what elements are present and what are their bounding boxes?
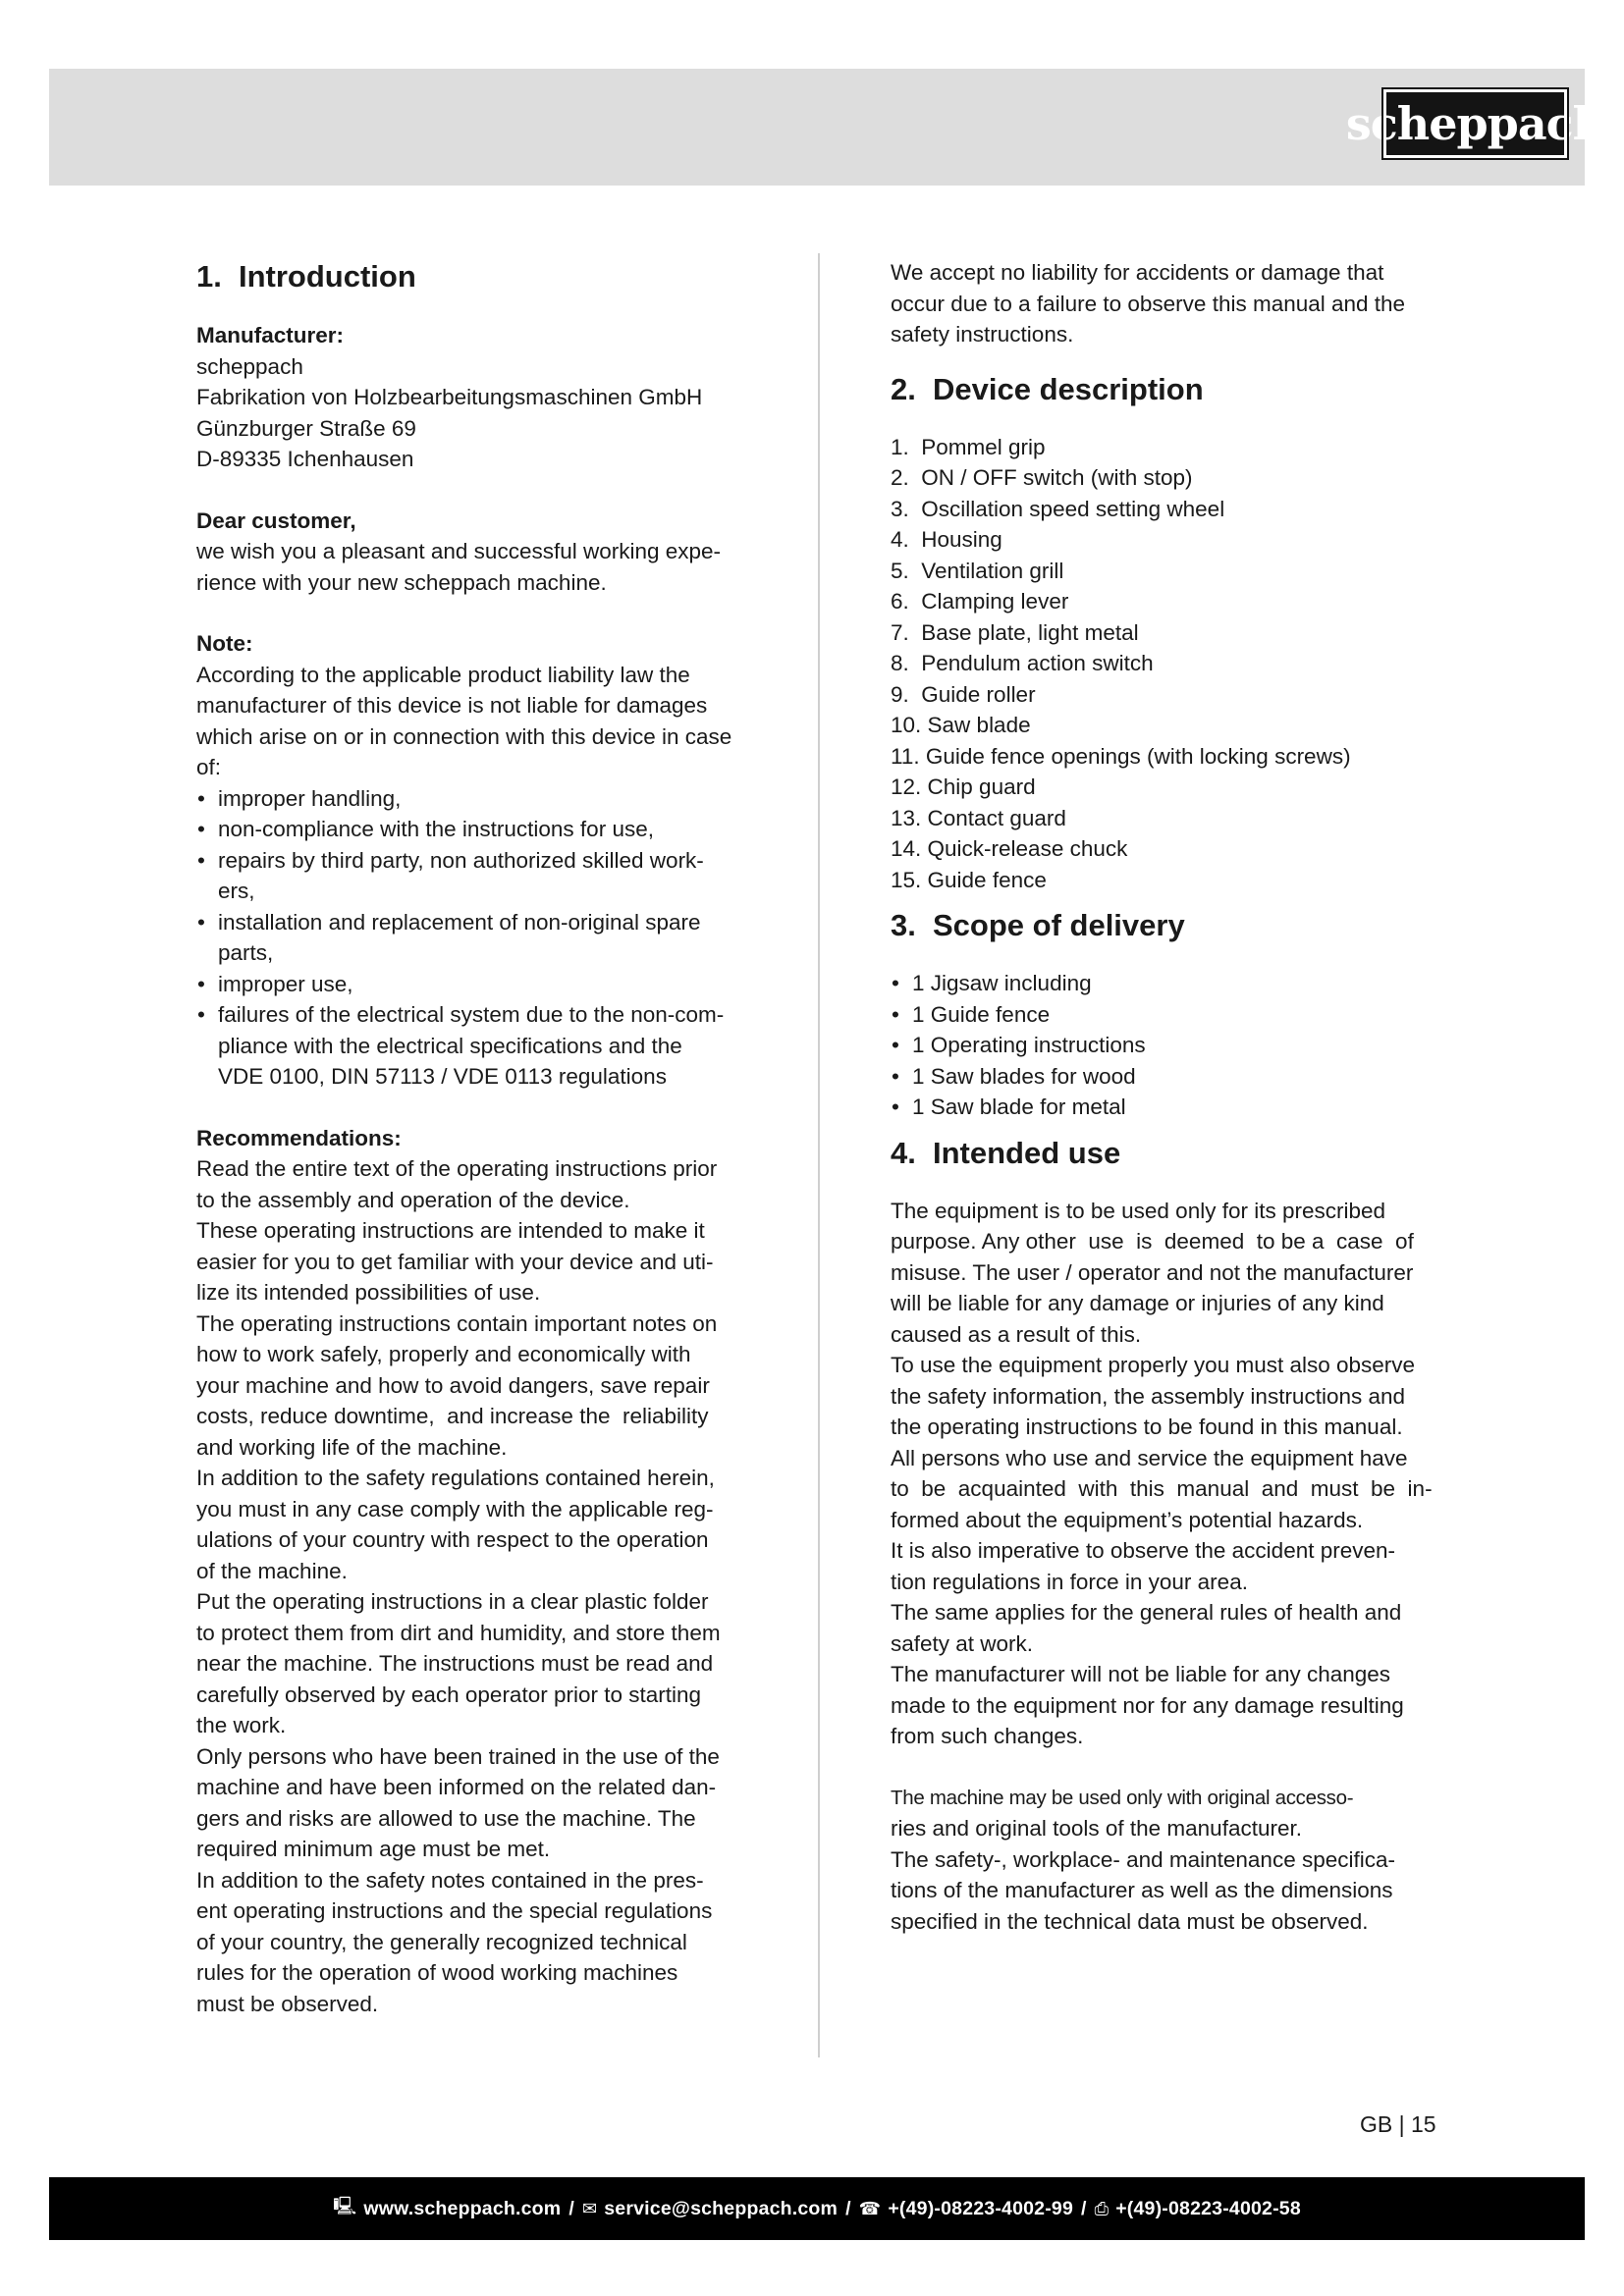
list-item: • 1 Guide fence — [891, 999, 1480, 1031]
text-line: must be observed. — [196, 1991, 379, 2016]
text-line: Günzburger Straße 69 — [196, 415, 416, 441]
text-line: from such changes. — [891, 1724, 1084, 1748]
text-line: misuse. The user / operator and not the manufacturer — [891, 1259, 1414, 1285]
list-item: 2. ON / OFF switch (with stop) — [891, 465, 1193, 490]
website-link[interactable]: www.scheppach.com — [363, 2197, 562, 2219]
text-line: ries and original tools of the manufacturer. — [891, 1816, 1302, 1841]
list-item: 10. Saw blade — [891, 713, 1031, 737]
list-item: 6. Clamping lever — [891, 589, 1069, 614]
text-line: specified in the technical data must be observed. — [891, 1908, 1369, 1934]
intended-use-text — [891, 1196, 1480, 1752]
text-line: According to the applicable product liability law the — [196, 662, 690, 687]
text-line: rience with your new scheppach machine. — [196, 569, 607, 595]
list-item: 3. Oscillation speed setting wheel — [891, 496, 1225, 521]
text-line: carefully observed by each operator prior to starting — [196, 1682, 702, 1707]
list-item: • 1 Operating instructions — [891, 1030, 1480, 1061]
device-description-heading — [891, 370, 1480, 409]
text-line: Read the entire text of the operating instructions prior — [196, 1156, 718, 1181]
list-item: 8. Pendulum action switch — [891, 651, 1154, 675]
section-number: 1. — [196, 259, 222, 294]
text-line: we wish you a pleasant and successful working expe- — [196, 539, 722, 563]
text-line: the operating instructions to be found in this manual. — [891, 1415, 1403, 1439]
text-line: to be acquainted with this manual and must be in- — [891, 1476, 1433, 1501]
page-number: GB | 15 — [1360, 2111, 1436, 2137]
computer-icon: 🖳 — [333, 2196, 357, 2216]
text-line: lize its intended possibilities of use. — [196, 1280, 541, 1305]
text-line: The same applies for the general rules of health and — [891, 1600, 1402, 1625]
text-line: to protect them from dirt and humidity, and store them — [196, 1620, 721, 1645]
text-line: safety at work. — [891, 1630, 1034, 1656]
text-line: scheppach — [196, 353, 303, 379]
text-line: easier for you to get familiar with your device and uti- — [196, 1249, 714, 1274]
text-line: made to the equipment nor for any damage resulting — [891, 1692, 1404, 1718]
text-line: tion regulations in force in your area. — [891, 1569, 1248, 1594]
left-column — [196, 257, 766, 2019]
text-line: The machine may be used only with original accesso- — [891, 1786, 1354, 1809]
section-title: Device description — [933, 371, 1204, 406]
separator: / — [568, 2197, 574, 2219]
scope-list — [891, 968, 1480, 1123]
device-parts-list — [891, 432, 1480, 896]
list-item: • failures of the electrical system due to the non-com- pliance with the electrical specifications and the VDE 0100, DIN 57113 / VDE 0113 regulations — [196, 999, 766, 1093]
text-line: D-89335 Ichenhausen — [196, 447, 414, 471]
intro-heading — [196, 257, 766, 296]
email-link[interactable]: service@scheppach.com — [604, 2197, 839, 2219]
list-item: 4. Housing — [891, 527, 1002, 552]
list-item: 1. Pommel grip — [891, 434, 1046, 459]
text-line: occur due to a failure to observe this manual and the — [891, 291, 1406, 316]
list-item: 5. Ventilation grill — [891, 558, 1064, 583]
text-line: will be liable for any damage or injuries of any kind — [891, 1291, 1384, 1315]
text-line: Only persons who have been trained in the use of the — [196, 1743, 720, 1769]
text-line: gers and risks are allowed to use the machine. The — [196, 1805, 696, 1831]
list-item: • installation and replacement of non-original spare parts, — [196, 907, 766, 969]
text-line: In addition to the safety notes contained in the pres- — [196, 1867, 704, 1893]
text-line: you must in any case comply with the applicable reg- — [196, 1496, 714, 1522]
right-column — [891, 257, 1480, 1937]
text-line: caused as a result of this. — [891, 1321, 1142, 1347]
text-line: The manufacturer will not be liable for any changes — [891, 1662, 1391, 1686]
text-line: tions of the manufacturer as well as the dimensions — [891, 1878, 1393, 1902]
text-line: Put the operating instructions in a clear plastic folder — [196, 1589, 709, 1614]
text-line: The operating instructions contain important notes on — [196, 1310, 718, 1336]
list-item: 9. Guide roller — [891, 681, 1036, 707]
text-line: safety instructions. — [891, 322, 1074, 347]
list-item: 12. Chip guard — [891, 774, 1036, 799]
fax-number: +(49)-08223-4002-58 — [1115, 2197, 1301, 2219]
text-line: Fabrikation von Holzbearbeitungsmaschinen GmbH — [196, 385, 703, 409]
text-line: formed about the equipment’s potential hazards. — [891, 1507, 1364, 1532]
text-line: The equipment is to be used only for its prescribed — [891, 1198, 1386, 1223]
recommendations-label: Recommendations: — [196, 1125, 402, 1150]
text-line: To use the equipment properly you must also observe — [891, 1353, 1416, 1377]
section-title: Scope of delivery — [933, 908, 1185, 942]
list-item: • 1 Saw blades for wood — [891, 1061, 1480, 1093]
section-title: Introduction — [239, 259, 416, 294]
phone-number: +(49)-08223-4002-99 — [888, 2197, 1073, 2219]
text-line: the work. — [196, 1713, 287, 1737]
section-title: Intended use — [933, 1135, 1121, 1170]
list-item: 15. Guide fence — [891, 867, 1047, 892]
footer-bar — [49, 2177, 1585, 2240]
list-item: 14. Quick-release chuck — [891, 836, 1128, 861]
section-number: 4. — [891, 1135, 916, 1170]
text-line: The safety-, workplace- and maintenance specifica- — [891, 1846, 1395, 1872]
list-item: • improper handling, — [196, 783, 766, 815]
list-item: • improper use, — [196, 969, 766, 1000]
note-bullet-list — [196, 783, 766, 1093]
text-line: machine and have been informed on the related dan- — [196, 1775, 717, 1799]
separator: / — [845, 2197, 851, 2219]
text-line: In addition to the safety regulations contained herein, — [196, 1466, 715, 1490]
text-line: It is also imperative to observe the accident preven- — [891, 1538, 1396, 1563]
text-line: rules for the operation of wood working machines — [196, 1960, 678, 1985]
text-line: ulations of your country with respect to the operation — [196, 1527, 709, 1552]
text-line: purpose. Any other use is deemed to be a case of — [891, 1229, 1414, 1254]
text-line: We accept no liability for accidents or damage that — [891, 260, 1384, 285]
mail-icon: ✉ — [581, 2198, 598, 2218]
list-item: 7. Base plate, light metal — [891, 619, 1139, 645]
text-line: of: — [196, 755, 222, 779]
section-number: 3. — [891, 908, 916, 942]
section-number: 2. — [891, 371, 916, 406]
text-line: how to work safely, properly and economically with — [196, 1342, 691, 1366]
text-line: manufacturer of this device is not liable for damages — [196, 693, 708, 718]
scheppach-logo: scheppach — [1383, 89, 1567, 158]
intended-use-heading — [891, 1134, 1480, 1173]
fax-icon: ⎙ — [1094, 2198, 1110, 2218]
list-item: • 1 Jigsaw including — [891, 968, 1480, 999]
text-line: near the machine. The instructions must be read and — [196, 1651, 714, 1676]
recommendations-text — [196, 1153, 766, 2019]
text-line: costs, reduce downtime, and increase the reliability — [196, 1404, 709, 1428]
list-item: • 1 Saw blade for metal — [891, 1092, 1480, 1123]
list-item: • non-compliance with the instructions for use, — [196, 814, 766, 845]
text-line: required minimum age must be met. — [196, 1837, 551, 1861]
separator: / — [1080, 2197, 1087, 2219]
column-divider — [818, 253, 820, 2057]
phone-icon: ☎ — [858, 2198, 882, 2218]
list-item: 11. Guide fence openings (with locking screws) — [891, 743, 1351, 769]
text-line: All persons who use and service the equipment have — [891, 1445, 1408, 1470]
dear-customer-label: Dear customer, — [196, 507, 356, 533]
text-line: the safety information, the assembly instructions and — [891, 1383, 1406, 1409]
text-line: which arise on or in connection with this device in case — [196, 723, 732, 749]
text-line: These operating instructions are intended to make it — [196, 1218, 705, 1243]
list-item: • repairs by third party, non authorized skilled work- ers, — [196, 845, 766, 907]
text-line: and working life of the machine. — [196, 1434, 508, 1460]
text-line: ent operating instructions and the special regulations — [196, 1898, 713, 1923]
note-label: Note: — [196, 631, 253, 656]
scope-of-delivery-heading — [891, 906, 1480, 945]
manufacturer-label: Manufacturer: — [196, 323, 345, 347]
text-line: of your country, the generally recognized technical — [196, 1929, 687, 1954]
list-item: 13. Contact guard — [891, 805, 1066, 830]
manufacturer-address — [196, 351, 766, 475]
text-line: your machine and how to avoid dangers, save repair — [196, 1372, 710, 1398]
text-line: of the machine. — [196, 1558, 348, 1583]
text-line: to the assembly and operation of the device. — [196, 1187, 630, 1212]
